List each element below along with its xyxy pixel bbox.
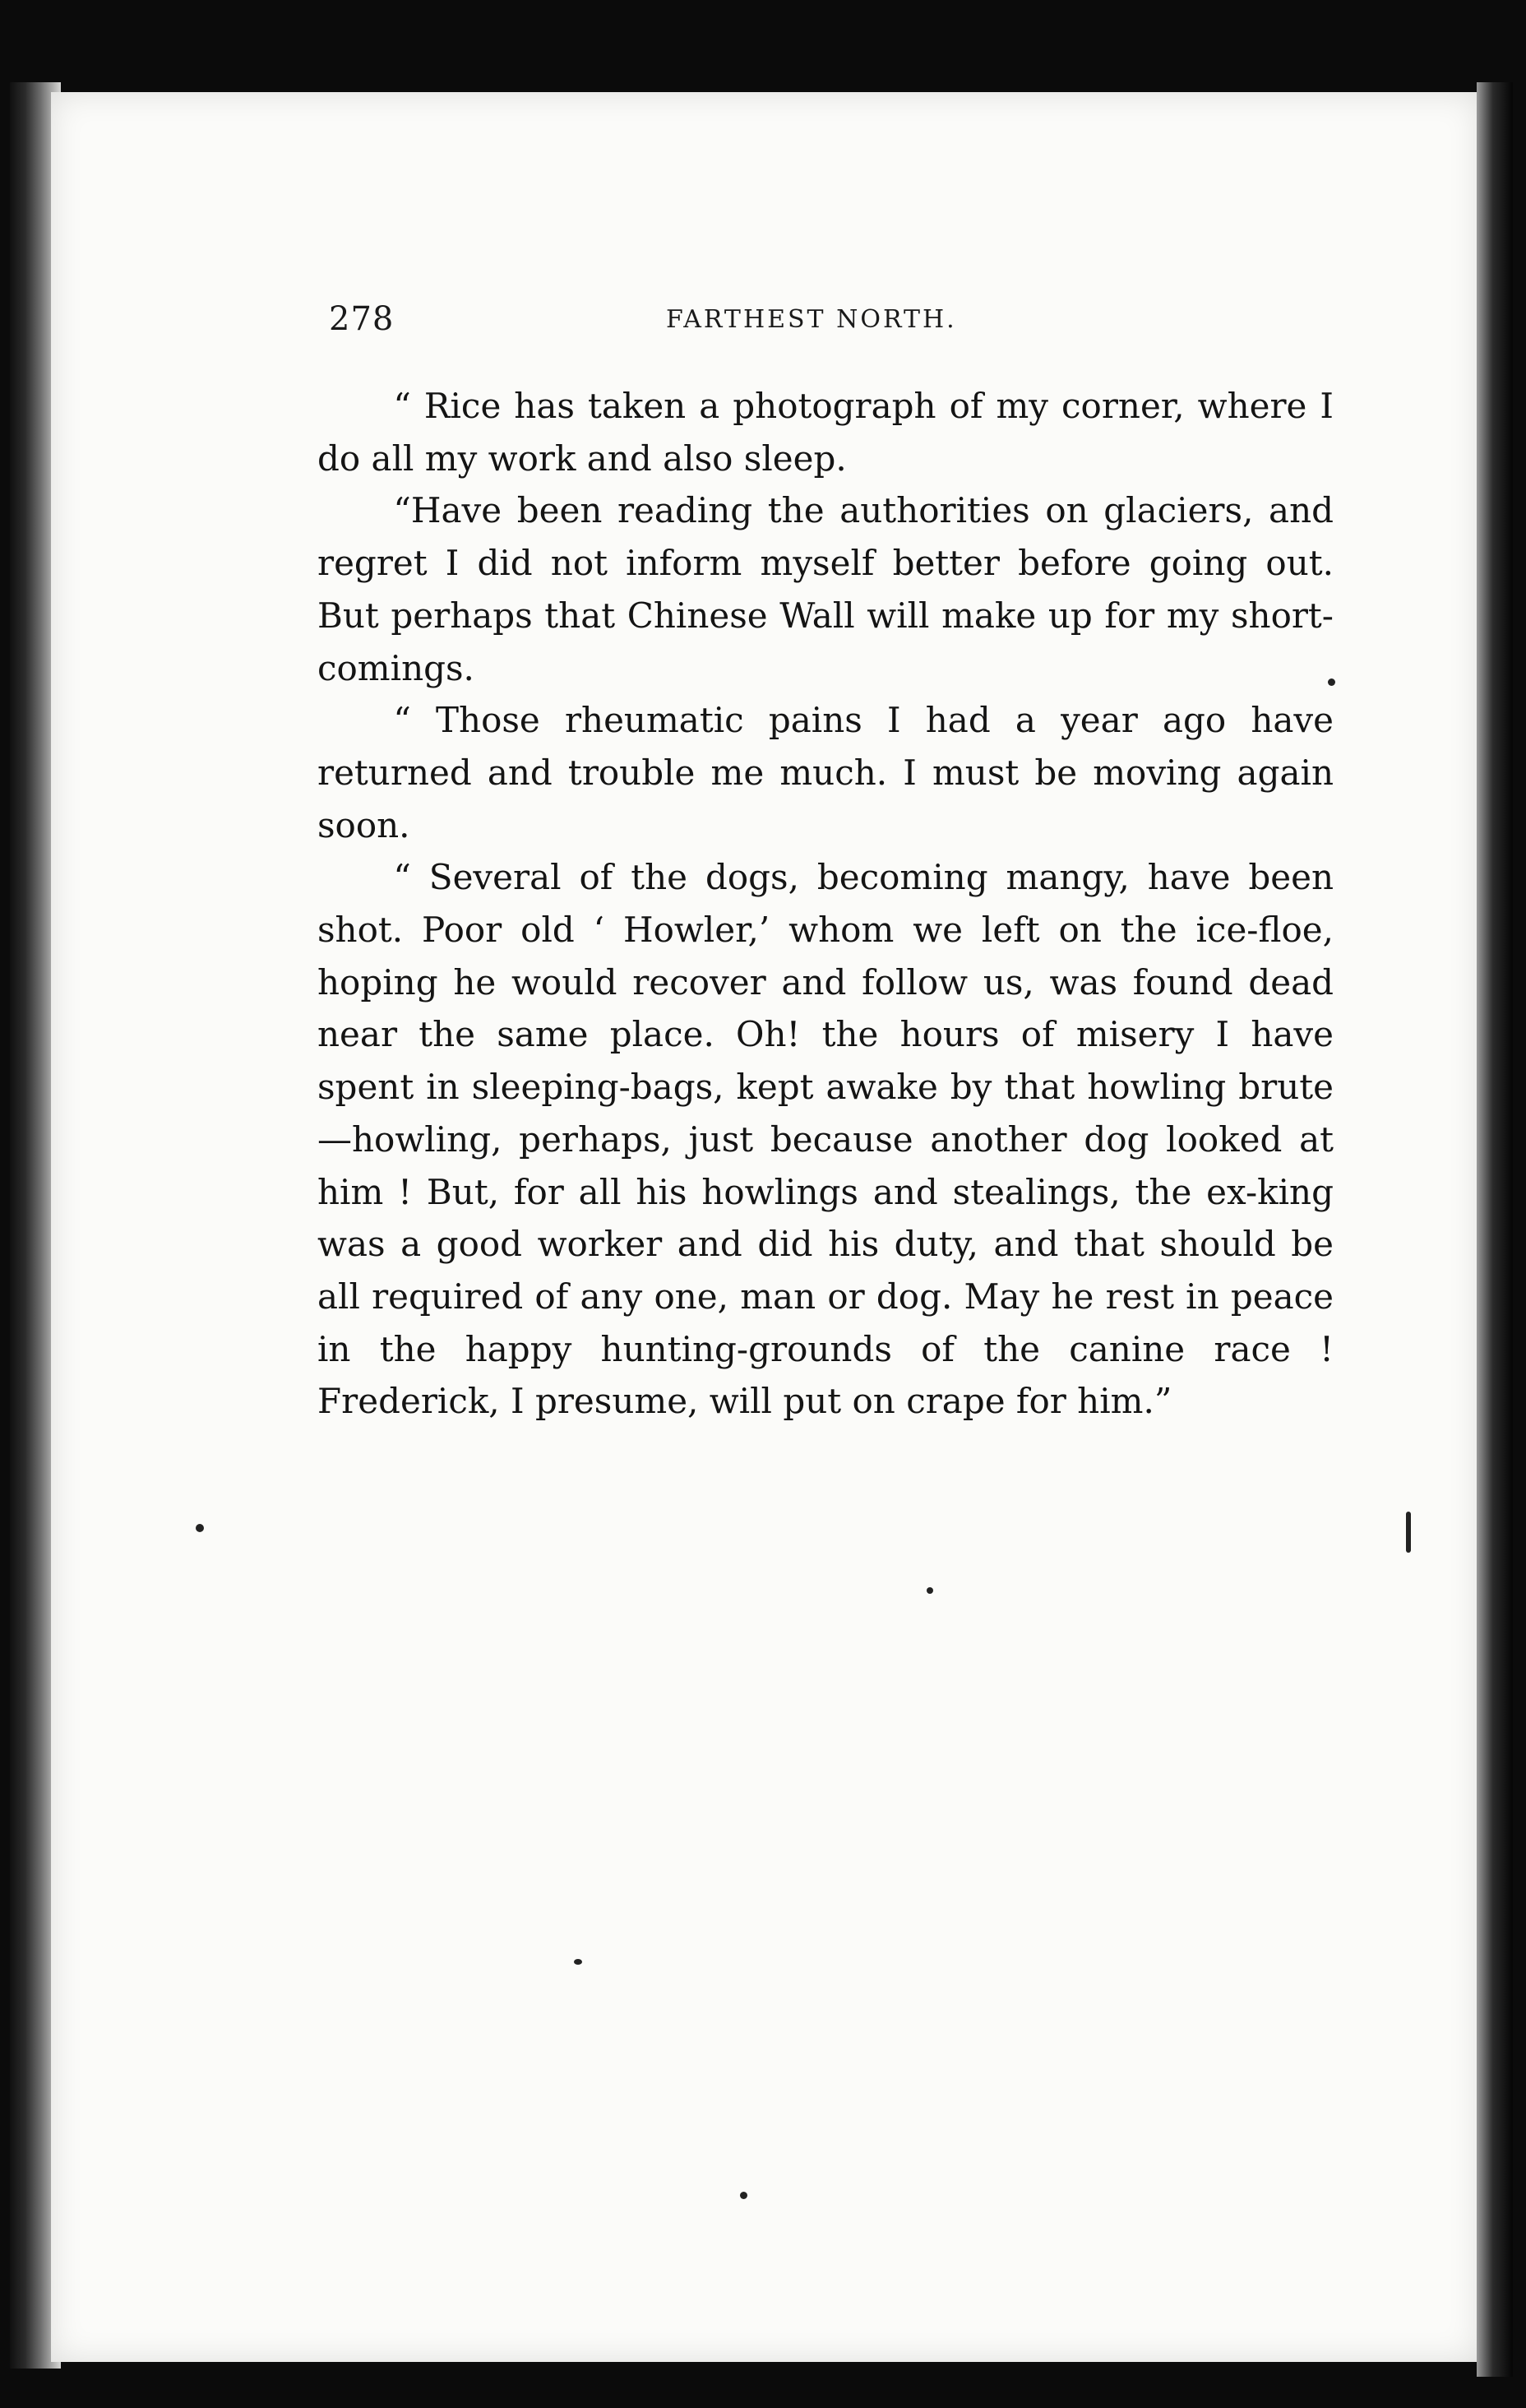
print-speck [927,1587,933,1594]
page-edge-shadow [1477,82,1513,2377]
paragraph: “ Several of the dogs, becoming mangy, have been shot. Poor old ‘ Howler,’ whom we left on the ice-floe, hoping he would recover and follow us, was found dead near the same place. Oh! the hours of misery I have spent in sleeping-bags, kept awake by that howling brute—howling, perhaps, just because another dog looked at him ! But, for all his howlings and stealings, the ex-king was a good worker and did his duty, and that should be all required of any one, man or dog. May he rest in peace in the happy hunting-grounds of the canine race ! Frederick, I presume, will put on crape for him.” [317,857,1334,1422]
paragraph: “ Rice has taken a photograph of my corner, where I do all my work and also sleep. [317,386,1334,479]
running-head: FARTHEST NORTH. [666,305,957,334]
print-speck [574,1959,582,1965]
print-speck [1328,678,1335,686]
print-speck [196,1524,204,1532]
paragraph: “Have been reading the authorities on glaciers, and regret I did not inform myself better before going out. But perhaps that Chinese Wall will make up for my short-comings. [317,490,1334,688]
body-text [317,380,1334,1428]
page-number: 278 [329,300,395,338]
page-header [271,300,1332,350]
print-speck [740,2192,747,2199]
paragraph: “ Those rheumatic pains I had a year ago have returned and trouble me much. I must be moving again soon. [317,700,1334,845]
print-speck [1406,1512,1411,1553]
